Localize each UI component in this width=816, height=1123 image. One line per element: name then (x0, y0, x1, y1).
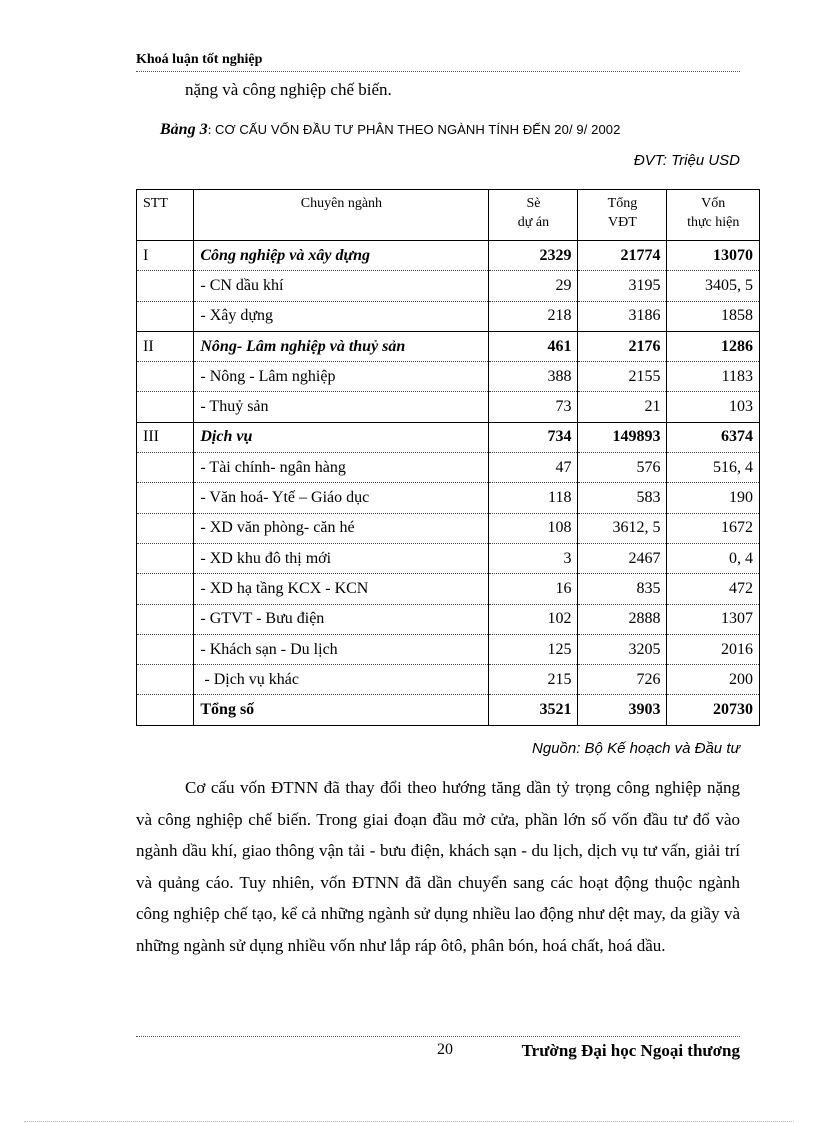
row-stt: I (137, 241, 194, 271)
intro-text-line: nặng và công nghiệp chế biến. (185, 80, 392, 99)
table-caption-title: CƠ CẤU VỐN ĐẦU TƯ PHÂN THEO NGÀNH TÍNH ĐẾN 20/ 9/ 2002 (214, 122, 621, 137)
row-stt (137, 392, 194, 422)
row-stt: II (137, 331, 194, 361)
row-total: 3903 (578, 695, 667, 725)
footer-divider (136, 1036, 740, 1037)
row-name: - Thuỷ sản (194, 392, 489, 422)
row-stt (137, 362, 194, 392)
row-name: Tổng số (194, 695, 489, 725)
row-stt (137, 453, 194, 483)
row-name: - XD khu đô thị mới (194, 543, 489, 573)
row-name: - Nông - Lâm nghiệp (194, 362, 489, 392)
table-row (137, 362, 760, 392)
row-stt (137, 665, 194, 695)
row-projects: 118 (489, 483, 578, 513)
row-projects: 3521 (489, 695, 578, 725)
row-done: 190 (667, 483, 760, 513)
row-projects: 16 (489, 574, 578, 604)
row-total: 726 (578, 665, 667, 695)
table-row (137, 695, 760, 725)
row-projects: 3 (489, 543, 578, 573)
row-total: 835 (578, 574, 667, 604)
row-total: 576 (578, 453, 667, 483)
unit-label: ĐVT: Triệu USD (633, 152, 740, 169)
row-stt (137, 513, 194, 543)
row-total: 21774 (578, 241, 667, 271)
table-source-note: Nguồn: Bộ Kế hoạch và Đầu tư (532, 740, 740, 757)
body-paragraph: Cơ cấu vốn ĐTNN đã thay đổi theo hướng tăng dần tỷ trọng công nghiệp nặng và công nghiệp chế biến. Trong giai đoạn đầu mở cửa, phần lớn số vốn đầu tư đổ vào ngành dầu khí, giao thông vận tải - bưu điện, khách sạn - du lịch, dịch vụ tư vấn, giải trí và quảng cáo. Tuy nhiên, vốn ĐTNN đã dần chuyển sang các hoạt động thuộc ngành công nghiệp chế tạo, kể cả những ngành sử dụng nhiều lao động như dệt may, da giầy và những ngành sử dụng nhiều vốn như lắp ráp ôtô, phân bón, hoá chất, hoá dầu. (136, 778, 740, 955)
row-projects: 47 (489, 453, 578, 483)
row-projects: 73 (489, 392, 578, 422)
row-total: 3612, 5 (578, 513, 667, 543)
row-total: 149893 (578, 422, 667, 452)
row-total: 2155 (578, 362, 667, 392)
row-total: 3195 (578, 271, 667, 301)
table-row (137, 241, 760, 271)
table-row (137, 271, 760, 301)
table-row (137, 604, 760, 634)
row-projects: 388 (489, 362, 578, 392)
row-name: Dịch vụ (194, 422, 489, 452)
row-done: 6374 (667, 422, 760, 452)
header-done (667, 190, 760, 241)
table-row (137, 392, 760, 422)
row-stt (137, 695, 194, 725)
row-name: Công nghiệp và xây dựng (194, 241, 489, 271)
row-total: 2888 (578, 604, 667, 634)
row-stt: III (137, 422, 194, 452)
row-projects: 215 (489, 665, 578, 695)
table-row (137, 513, 760, 543)
table-row (137, 483, 760, 513)
table-row (137, 665, 760, 695)
page-number: 20 (437, 1041, 453, 1058)
row-stt (137, 301, 194, 331)
row-done: 13070 (667, 241, 760, 271)
header-projects-line2: dự án (517, 215, 550, 230)
row-stt (137, 634, 194, 664)
table-row (137, 453, 760, 483)
row-name: - CN dầu khí (194, 271, 489, 301)
row-projects: 102 (489, 604, 578, 634)
row-total: 583 (578, 483, 667, 513)
row-projects: 2329 (489, 241, 578, 271)
row-total: 21 (578, 392, 667, 422)
row-projects: 108 (489, 513, 578, 543)
row-done: 1307 (667, 604, 760, 634)
row-name: - XD hạ tầng KCX - KCN (194, 574, 489, 604)
row-stt (137, 604, 194, 634)
row-done: 472 (667, 574, 760, 604)
table-row (137, 422, 760, 452)
investment-structure-table (136, 189, 760, 726)
table-header-row (137, 190, 760, 241)
header-done-line1: Vốn (701, 196, 726, 211)
row-done: 3405, 5 (667, 271, 760, 301)
table-row (137, 574, 760, 604)
row-name: - GTVT - Bưu điện (194, 604, 489, 634)
document-header-title: Khoá luận tốt nghiệp (136, 52, 263, 67)
table-body (137, 241, 760, 726)
row-done: 20730 (667, 695, 760, 725)
page-bottom-border (24, 1121, 794, 1122)
row-done: 103 (667, 392, 760, 422)
row-total: 2176 (578, 331, 667, 361)
row-projects: 125 (489, 634, 578, 664)
table-caption-separator: : (207, 123, 215, 138)
row-name: - Tài chính- ngân hàng (194, 453, 489, 483)
row-stt (137, 271, 194, 301)
header-projects (489, 190, 578, 241)
table-row (137, 301, 760, 331)
header-projects-line1: Sè (526, 196, 541, 211)
row-projects: 734 (489, 422, 578, 452)
row-done: 2016 (667, 634, 760, 664)
row-done: 1183 (667, 362, 760, 392)
row-name: Nông- Lâm nghiệp và thuỷ sản (194, 331, 489, 361)
row-done: 200 (667, 665, 760, 695)
header-name: Chuyên ngành (194, 190, 489, 241)
row-total: 3186 (578, 301, 667, 331)
row-name: - Văn hoá- Ytế – Giáo dục (194, 483, 489, 513)
header-done-line2: thực hiện (687, 215, 740, 230)
row-stt (137, 574, 194, 604)
row-projects: 29 (489, 271, 578, 301)
row-done: 1858 (667, 301, 760, 331)
row-done: 1672 (667, 513, 760, 543)
footer-school-name: Trường Đại học Ngoại thương (521, 1041, 740, 1060)
row-projects: 218 (489, 301, 578, 331)
header-total-line2: VĐT (608, 215, 637, 230)
row-name: - Khách sạn - Du lịch (194, 634, 489, 664)
row-done: 0, 4 (667, 543, 760, 573)
table-caption-label: Bảng 3 (160, 121, 208, 138)
header-divider (136, 71, 740, 72)
row-done: 516, 4 (667, 453, 760, 483)
row-stt (137, 483, 194, 513)
header-stt: STT (137, 190, 194, 241)
table-row (137, 543, 760, 573)
row-stt (137, 543, 194, 573)
table-caption (160, 121, 620, 139)
table-row (137, 331, 760, 361)
row-done: 1286 (667, 331, 760, 361)
row-name: - Dịch vụ khác (194, 665, 489, 695)
row-projects: 461 (489, 331, 578, 361)
table-row (137, 634, 760, 664)
row-total: 3205 (578, 634, 667, 664)
row-total: 2467 (578, 543, 667, 573)
header-total-line1: Tổng (607, 196, 638, 211)
row-name: - XD văn phòng- căn hé (194, 513, 489, 543)
header-total (578, 190, 667, 241)
row-name: - Xây dựng (194, 301, 489, 331)
